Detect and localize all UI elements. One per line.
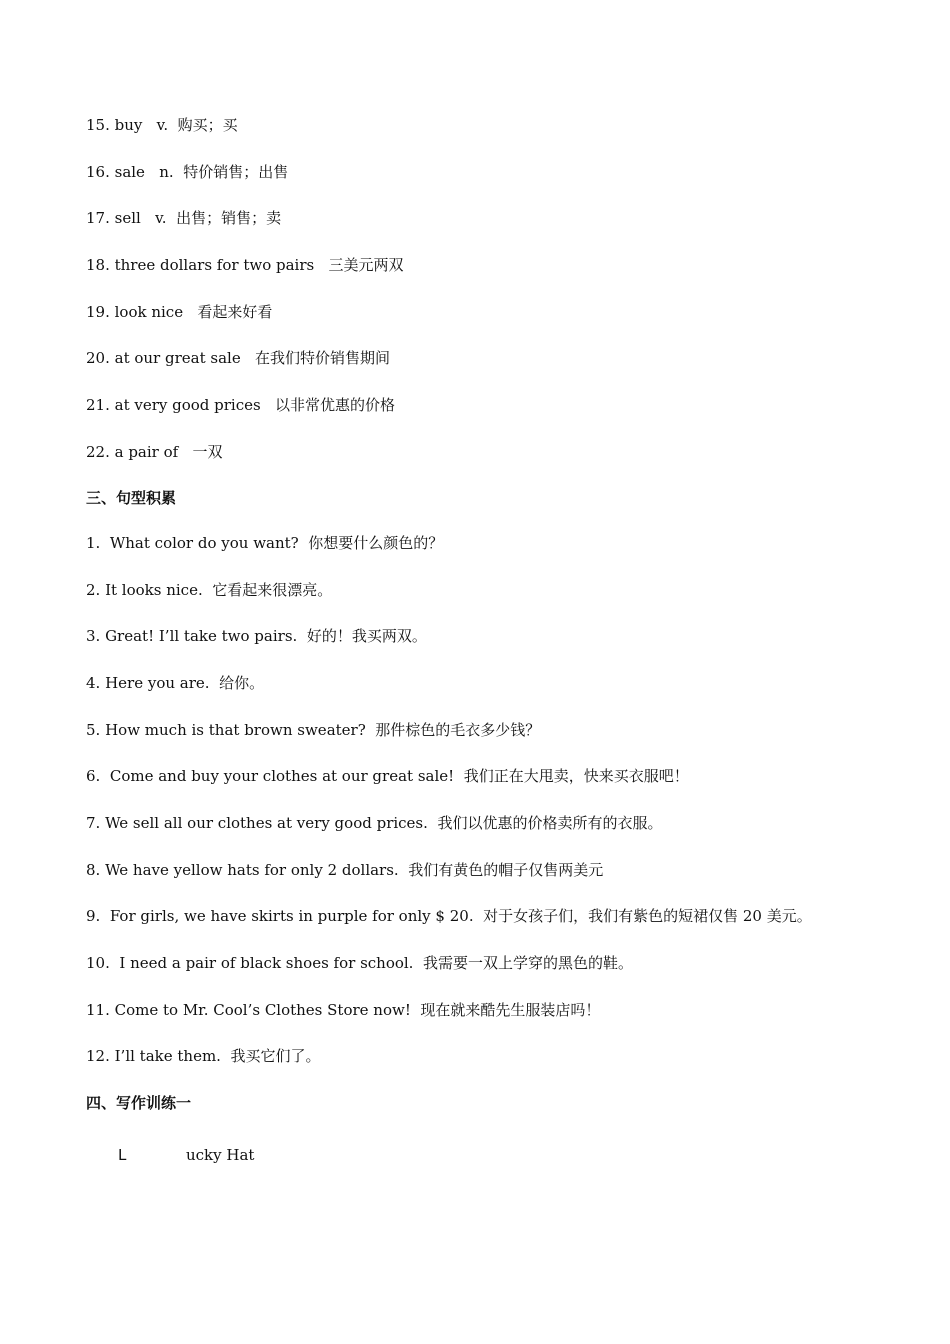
sentence-item-2: 2. It looks nice. 它看起来很漂亮。	[86, 581, 333, 599]
sentence-item-7: 7. We sell all our clothes at very good prices. 我们以优惠的价格卖所有的衣服。	[86, 814, 663, 832]
sentence-item-12: 12. I’ll take them. 我买它们了。	[86, 1047, 321, 1065]
vocab-item-15: 15. buy v. 购买；买	[86, 116, 238, 134]
writing-title	[118, 1145, 254, 1165]
sentence-item-4: 4. Here you are. 给你。	[86, 674, 265, 692]
vocab-item-19: 19. look nice 看起来好看	[86, 303, 273, 321]
vocab-item-18: 18. three dollars for two pairs 三美元两双	[86, 256, 404, 274]
section-heading-sentences: 三、句型积累	[86, 489, 177, 507]
writing-title-initial: L	[118, 1146, 127, 1164]
vocab-item-22: 22. a pair of 一双	[86, 443, 223, 461]
vocab-item-20: 20. at our great sale 在我们特价销售期间	[86, 349, 390, 367]
sentence-item-6: 6. Come and buy your clothes at our great sale! 我们正在大甩卖，快来买衣服吧！	[86, 767, 689, 785]
sentence-item-3: 3. Great! I’ll take two pairs. 好的！我买两双。	[86, 627, 427, 645]
section-heading-writing: 四、写作训练一	[86, 1094, 192, 1112]
sentence-item-8: 8. We have yellow hats for only 2 dollars. 我们有黄色的帽子仅售两美元	[86, 861, 604, 879]
writing-title-rest: ucky Hat	[186, 1146, 255, 1164]
sentence-item-10: 10. I need a pair of black shoes for school. 我需要一双上学穿的黑色的鞋。	[86, 954, 633, 972]
vocab-item-16: 16. sale n. 特价销售；出售	[86, 163, 289, 181]
sentence-item-9: 9. For girls, we have skirts in purple for only $ 20. 对于女孩子们，我们有紫色的短裙仅售 20 美元。	[86, 907, 812, 925]
sentence-item-11: 11. Come to Mr. Cool’s Clothes Store now! 现在就来酷先生服装店吗！	[86, 1001, 601, 1019]
sentence-item-5: 5. How much is that brown sweater? 那件棕色的毛衣多少钱？	[86, 721, 541, 739]
sentence-item-1: 1. What color do you want? 你想要什么颜色的？	[86, 534, 444, 552]
vocab-item-17: 17. sell v. 出售；销售；卖	[86, 209, 282, 227]
vocab-item-21: 21. at very good prices 以非常优惠的价格	[86, 396, 396, 414]
